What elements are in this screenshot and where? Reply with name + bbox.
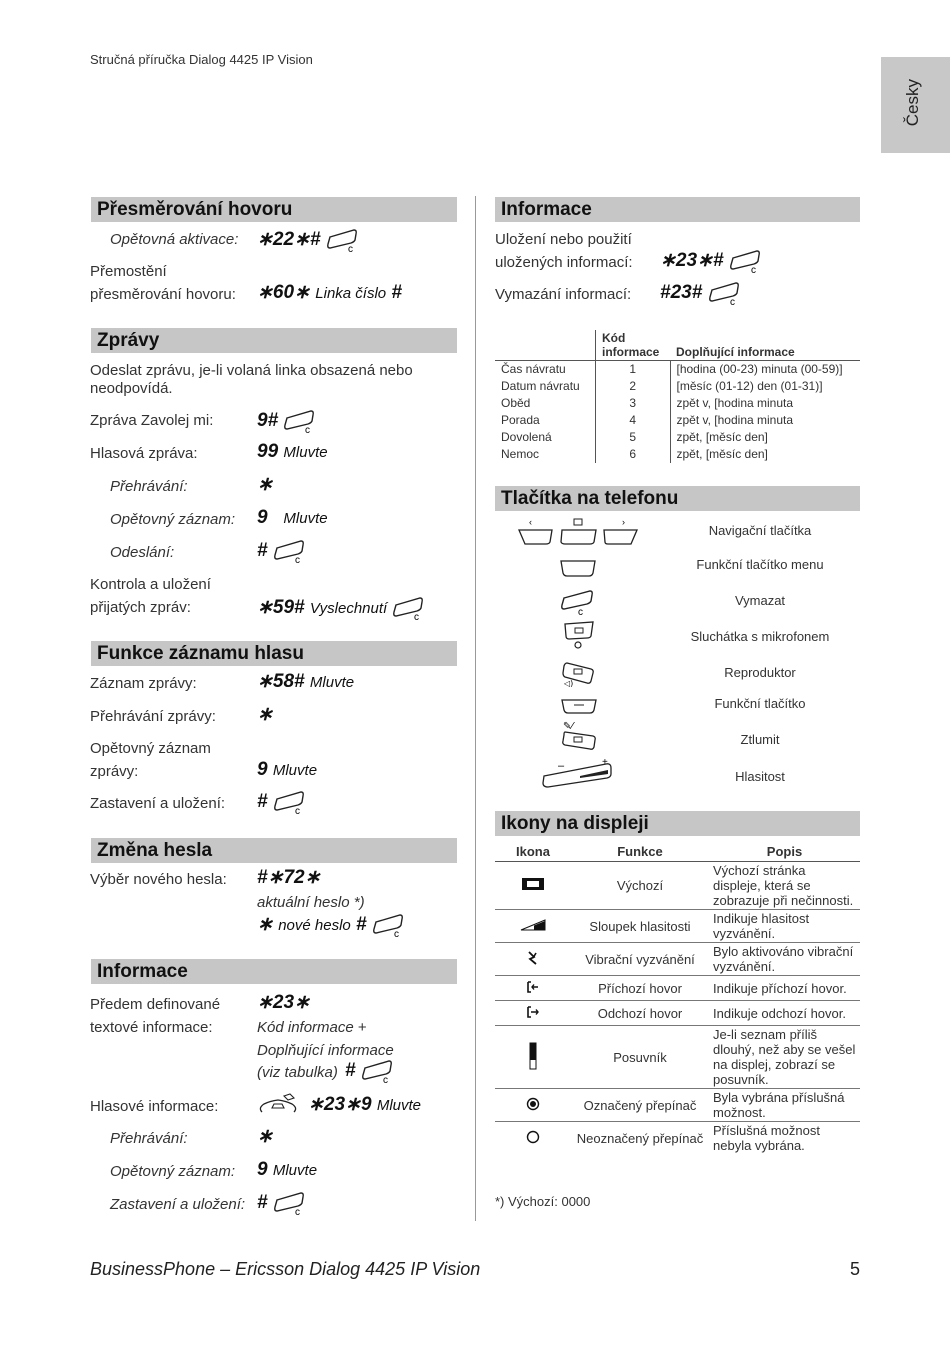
radio-unchecked-icon — [526, 1130, 540, 1144]
language-tab-label: Česky — [903, 79, 922, 127]
page-header: Stručná příručka Dialog 4425 IP Vision — [90, 52, 313, 67]
section-title-call-forwarding: Přesměrování hovoru — [91, 197, 457, 222]
table-cell: Porada — [501, 413, 540, 427]
radio-checked-icon — [526, 1097, 540, 1111]
table-cell: zpět v, [hodina minuta — [676, 396, 794, 410]
table-cell: Je-li seznam příliš dlouhý, než aby se vešel na displej, zobrazí se posuvník. — [709, 1026, 860, 1089]
row-label: Zastavení a uložení: — [110, 1196, 246, 1213]
table-row — [495, 862, 860, 910]
intro-text: neodpovídá. — [90, 380, 173, 397]
table-row — [495, 1026, 860, 1089]
table-cell: Posuvník — [571, 1026, 709, 1089]
button-label: Sluchátka s mikrofonem — [690, 629, 830, 644]
clear-key-icon — [273, 538, 307, 564]
headset-key-icon — [561, 620, 597, 650]
clear-key-icon — [283, 408, 317, 434]
row-label: Přehrávání zprávy: — [90, 708, 216, 725]
table-cell: Bylo aktivováno vibrační vyzvánění. — [709, 943, 860, 976]
table-cell: zpět, [měsíc den] — [676, 430, 768, 444]
table-cell: 4 — [596, 412, 671, 429]
section-title-voice-recording: Funkce záznamu hlasu — [91, 641, 457, 666]
svg-text:c: c — [305, 425, 311, 434]
table-header — [495, 330, 596, 361]
svg-text:c: c — [294, 555, 300, 564]
row-label: Odeslání: — [110, 544, 175, 561]
table-cell: 6 — [596, 446, 671, 463]
key-sequence: ∗23∗ — [257, 992, 310, 1013]
key-step-text: aktuální heslo *) — [257, 894, 365, 911]
section-title-information: Informace — [91, 959, 457, 984]
table-cell: Indikuje odchozí hovor. — [709, 1001, 860, 1026]
row-label: Hlasové informace: — [90, 1098, 219, 1115]
table-row — [495, 395, 860, 412]
table-cell: Výchozí stránka displeje, která se zobrazuje při nečinnosti. — [709, 862, 860, 910]
table-header: Popis — [709, 842, 860, 862]
button-label: Navigační tlačítka — [708, 523, 812, 538]
svg-text:›: › — [622, 517, 625, 527]
table-row — [495, 361, 860, 379]
key-step-text: Doplňující informace — [257, 1042, 394, 1059]
table-cell: Odchozí hovor — [571, 1001, 709, 1026]
key-sequence: # c — [257, 1190, 307, 1216]
table-row — [495, 412, 860, 429]
row-label: uložených informací: — [495, 254, 633, 271]
key-sequence: # c — [257, 789, 307, 815]
row-label: Výběr nového hesla: — [90, 871, 227, 888]
table-cell: Příslušná možnost nebyla vybrána. — [713, 1123, 820, 1154]
table-cell: Nemoc — [501, 447, 540, 461]
table-row — [495, 1001, 860, 1026]
table-cell: Indikuje příchozí hovor. — [709, 976, 860, 1001]
row-label: Opětovná aktivace: — [110, 231, 239, 248]
key-sequence: #∗72∗ — [257, 867, 321, 888]
row-label: Opětovný záznam: — [110, 511, 236, 528]
button-label: Ztlumit — [740, 732, 780, 747]
table-row — [495, 976, 860, 1001]
footnote: *) Výchozí: 0000 — [495, 1194, 591, 1209]
table-row — [495, 429, 860, 446]
intro-text: Odeslat zprávu, je-li volaná linka obsazená nebo — [90, 362, 413, 379]
clear-key-icon — [273, 789, 307, 815]
row-label: přesměrování hovoru: — [90, 286, 236, 303]
row-label: Vymazání informací: — [495, 286, 632, 303]
row-label: Předem definované — [90, 996, 221, 1013]
svg-text:c: c — [729, 297, 735, 306]
svg-text:‹: ‹ — [529, 517, 532, 527]
row-label: Přemostění — [90, 263, 167, 280]
clear-key-icon — [392, 595, 426, 621]
button-label: Funkční tlačítko — [714, 696, 806, 711]
key-sequence: ∗ — [257, 1126, 273, 1147]
key-sequence: ∗59# Vyslechnutí c — [257, 595, 426, 621]
row-label: textové informace: — [90, 1019, 213, 1036]
svg-text:c: c — [578, 607, 583, 616]
information-codes-table — [495, 330, 860, 463]
table-cell: Čas návratu — [501, 362, 566, 376]
table-row — [495, 446, 860, 463]
table-header: Ikona — [495, 842, 571, 862]
clear-key-icon — [560, 588, 596, 616]
key-sequence: 99 Mluvte — [257, 441, 328, 462]
key-sequence: ∗23∗9 Mluvte — [308, 1094, 422, 1115]
clear-key-icon — [273, 1190, 307, 1216]
table-header: Kód informace — [596, 330, 671, 361]
clear-key-icon — [729, 248, 763, 274]
table-cell: zpět, [měsíc den] — [676, 447, 768, 461]
table-row — [495, 1122, 860, 1155]
column-divider — [475, 196, 476, 1221]
button-label: Hlasitost — [735, 769, 785, 784]
table-cell: Příchozí hovor — [571, 976, 709, 1001]
key-step-text: Kód informace + — [257, 1019, 367, 1036]
svg-text:c: c — [414, 612, 420, 621]
clear-key-icon — [361, 1058, 395, 1084]
table-row — [495, 1089, 860, 1122]
key-sequence: # c — [345, 1058, 395, 1084]
section-title-change-password: Změna hesla — [91, 838, 457, 863]
key-sequence: ∗ — [257, 474, 273, 495]
speaker-key-icon — [561, 657, 597, 687]
table-cell: [hodina (00-23) minuta (00-59)] — [676, 362, 843, 376]
table-row — [495, 910, 860, 943]
row-label: Opětovný záznam — [90, 740, 211, 757]
section-title-display-icons: Ikony na displeji — [495, 811, 860, 836]
clear-key-icon — [372, 912, 406, 938]
page-footer: BusinessPhone – Ericsson Dialog 4425 IP Vision — [90, 1259, 481, 1279]
function-key-icon — [560, 697, 598, 715]
language-tab — [881, 57, 950, 153]
table-cell: 5 — [596, 429, 671, 446]
clear-key-icon — [326, 227, 360, 253]
key-sequence: ∗ — [257, 704, 273, 725]
key-sequence: 9 Mluvte — [257, 759, 318, 780]
key-sequence: ∗ nové heslo # c — [257, 912, 406, 938]
mute-key-icon — [561, 718, 597, 752]
key-sequence: 9 Mluvte — [257, 1159, 318, 1180]
row-label: Kontrola a uložení — [90, 576, 211, 593]
display-icons-table — [495, 842, 860, 1155]
svg-text:c: c — [347, 244, 353, 253]
table-cell: Označený přepínač — [571, 1089, 709, 1122]
table-cell: Vibrační vyzvánění — [571, 943, 709, 976]
clear-key-icon — [708, 280, 742, 306]
menu-function-key-icon — [559, 558, 597, 578]
row-label: Záznam zprávy: — [90, 675, 197, 692]
svg-text:+: + — [602, 757, 608, 768]
svg-text:◁): ◁) — [564, 679, 574, 687]
svg-text:c: c — [382, 1075, 388, 1084]
table-cell: Výchozí — [571, 862, 709, 910]
svg-text:–: – — [558, 760, 565, 772]
section-title-information-right: Informace — [495, 197, 860, 222]
key-sequence: ∗60∗ Linka číslo # — [257, 282, 402, 303]
table-cell: 3 — [596, 395, 671, 412]
table-row — [495, 378, 860, 395]
button-label: Vymazat — [734, 593, 786, 608]
table-cell: Dovolená — [501, 430, 552, 444]
key-sequence: ∗22∗# c — [257, 227, 360, 253]
svg-text:c: c — [750, 265, 756, 274]
table-cell: Indikuje hlasitost vyzvánění. — [709, 910, 860, 943]
key-sequence: ∗23∗# c — [660, 248, 763, 274]
key-sequence: #23# c — [660, 280, 742, 306]
key-sequence: 9# c — [257, 408, 317, 434]
row-label: Opětovný záznam: — [110, 1163, 236, 1180]
key-sequence: 9 Mluvte — [257, 507, 328, 528]
row-label: přijatých zpráv: — [90, 599, 191, 616]
table-header: Doplňující informace — [676, 345, 795, 359]
section-title-phone-buttons: Tlačítka na telefonu — [495, 486, 860, 511]
row-label: Zastavení a uložení: — [90, 795, 226, 812]
key-sequence: # c — [257, 538, 307, 564]
vibration-icon — [526, 950, 540, 966]
default-screen-icon — [521, 877, 545, 891]
table-cell: Neoznačený přepínač — [576, 1130, 704, 1146]
row-label: Uložení nebo použití — [495, 231, 632, 248]
svg-text:✎⁄: ✎⁄ — [563, 721, 574, 732]
table-header: Funkce — [571, 842, 709, 862]
table-cell: Sloupek hlasitosti — [571, 910, 709, 943]
table-cell: Byla vybrána příslušná možnost. — [709, 1089, 860, 1122]
table-cell: Oběd — [501, 396, 531, 410]
scrollbar-icon — [528, 1042, 538, 1070]
table-cell: Datum návratu — [501, 379, 580, 393]
volume-key-icon — [540, 756, 616, 790]
row-label: Hlasová zpráva: — [90, 445, 198, 462]
svg-text:c: c — [393, 929, 399, 938]
section-title-messages: Zprávy — [91, 328, 457, 353]
table-row — [495, 943, 860, 976]
table-cell: [měsíc (01-12) den (01-31)] — [676, 379, 823, 393]
table-cell: zpět v, [hodina minuta — [676, 413, 794, 427]
row-label: Přehrávání: — [110, 478, 188, 495]
handset-off-hook-icon — [256, 1092, 302, 1118]
key-step-text: (viz tabulka) — [257, 1064, 338, 1081]
volume-bar-icon — [520, 919, 546, 931]
key-sequence: ∗58# Mluvte — [257, 671, 355, 692]
row-label: Přehrávání: — [110, 1130, 188, 1147]
row-label: zprávy: — [90, 763, 139, 780]
table-cell: 1 — [596, 361, 671, 379]
button-label: Funkční tlačítko menu — [696, 557, 824, 572]
incoming-call-icon — [526, 980, 540, 994]
page-number: 5 — [850, 1259, 861, 1279]
navigation-keys-icon — [516, 516, 640, 546]
table-cell: 2 — [596, 378, 671, 395]
row-label: Zpráva Zavolej mi: — [90, 412, 214, 429]
svg-text:c: c — [294, 1207, 300, 1216]
svg-text:c: c — [294, 806, 300, 815]
button-label: Reproduktor — [724, 665, 796, 680]
outgoing-call-icon — [526, 1005, 540, 1019]
